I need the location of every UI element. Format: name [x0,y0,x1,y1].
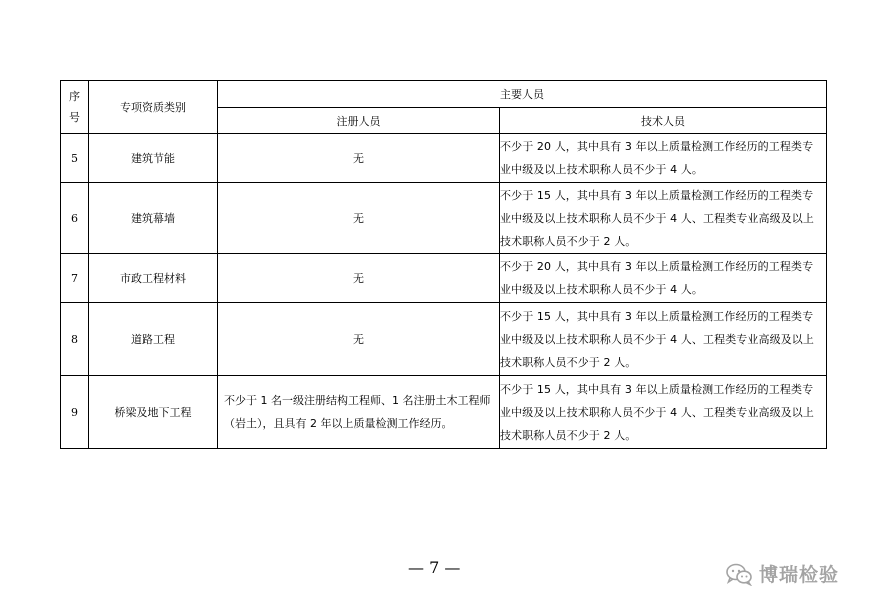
header-serial-number-line1: 序 [69,90,80,103]
row-technical-personnel [500,254,827,303]
header-main-personnel: 主要人员 [218,81,827,108]
page-number: — 7 — [408,558,461,577]
row-registered-personnel: 无 [218,134,500,183]
technical-text-line: 业中级及以上技术职称人员不少于 4 人、工程类专业高级及以上 [500,211,814,225]
header-category: 专项资质类别 [89,81,218,134]
technical-text-line: 业中级及以上技术职称人员不少于 4 人。 [500,283,703,296]
row-serial-number: 5 [61,134,89,183]
row-technical-personnel [500,376,827,449]
table-row [61,303,827,376]
row-registered-personnel: 无 [218,254,500,303]
technical-text-line: 技术职称人员不少于 2 人。 [500,428,637,442]
table-row [61,134,827,183]
row-registered-personnel [218,376,500,449]
registered-text-line: （岩土），且具有 2 年以上质量检测工作经历。 [224,417,453,430]
technical-text-line: 不少于 15 人，其中具有 3 年以上质量检测工作经历的工程类专 [500,188,814,202]
table-row [61,254,827,303]
technical-text-line: 不少于 20 人，其中具有 3 年以上质量检测工作经历的工程类专 [500,140,814,153]
registered-text-line: 不少于 1 名一级注册结构工程师、1 名注册土木工程师 [224,394,491,407]
technical-text-line: 业中级及以上技术职称人员不少于 4 人。 [500,163,703,176]
qualification-table [60,80,827,449]
table-row [61,376,827,449]
row-serial-number: 7 [61,254,89,303]
row-technical-personnel [500,134,827,183]
row-serial-number: 8 [61,303,89,376]
row-category: 桥梁及地下工程 [89,376,218,449]
header-technical-personnel: 技术人员 [500,108,827,134]
header-registered-personnel: 注册人员 [218,108,500,134]
row-category: 道路工程 [89,303,218,376]
header-serial-number [61,81,89,134]
row-technical-personnel [500,303,827,376]
row-category: 建筑幕墙 [89,183,218,254]
technical-text-line: 业中级及以上技术职称人员不少于 4 人、工程类专业高级及以上 [500,332,814,346]
technical-text-line: 不少于 20 人，其中具有 3 年以上质量检测工作经历的工程类专 [500,260,814,273]
wechat-icon [725,562,753,586]
row-serial-number: 9 [61,376,89,449]
row-serial-number: 6 [61,183,89,254]
watermark-text: 博瑞检验 [759,564,840,586]
row-category: 市政工程材料 [89,254,218,303]
table-row [61,183,827,254]
technical-text-line: 技术职称人员不少于 2 人。 [500,234,637,248]
header-serial-number-line2: 号 [69,111,80,124]
watermark [725,560,839,587]
row-registered-personnel: 无 [218,183,500,254]
row-category: 建筑节能 [89,134,218,183]
row-technical-personnel [500,183,827,254]
technical-text-line: 不少于 15 人，其中具有 3 年以上质量检测工作经历的工程类专 [500,382,814,396]
technical-text-line: 不少于 15 人，其中具有 3 年以上质量检测工作经历的工程类专 [500,309,814,323]
technical-text-line: 业中级及以上技术职称人员不少于 4 人、工程类专业高级及以上 [500,405,814,419]
row-registered-personnel: 无 [218,303,500,376]
technical-text-line: 技术职称人员不少于 2 人。 [500,355,637,369]
